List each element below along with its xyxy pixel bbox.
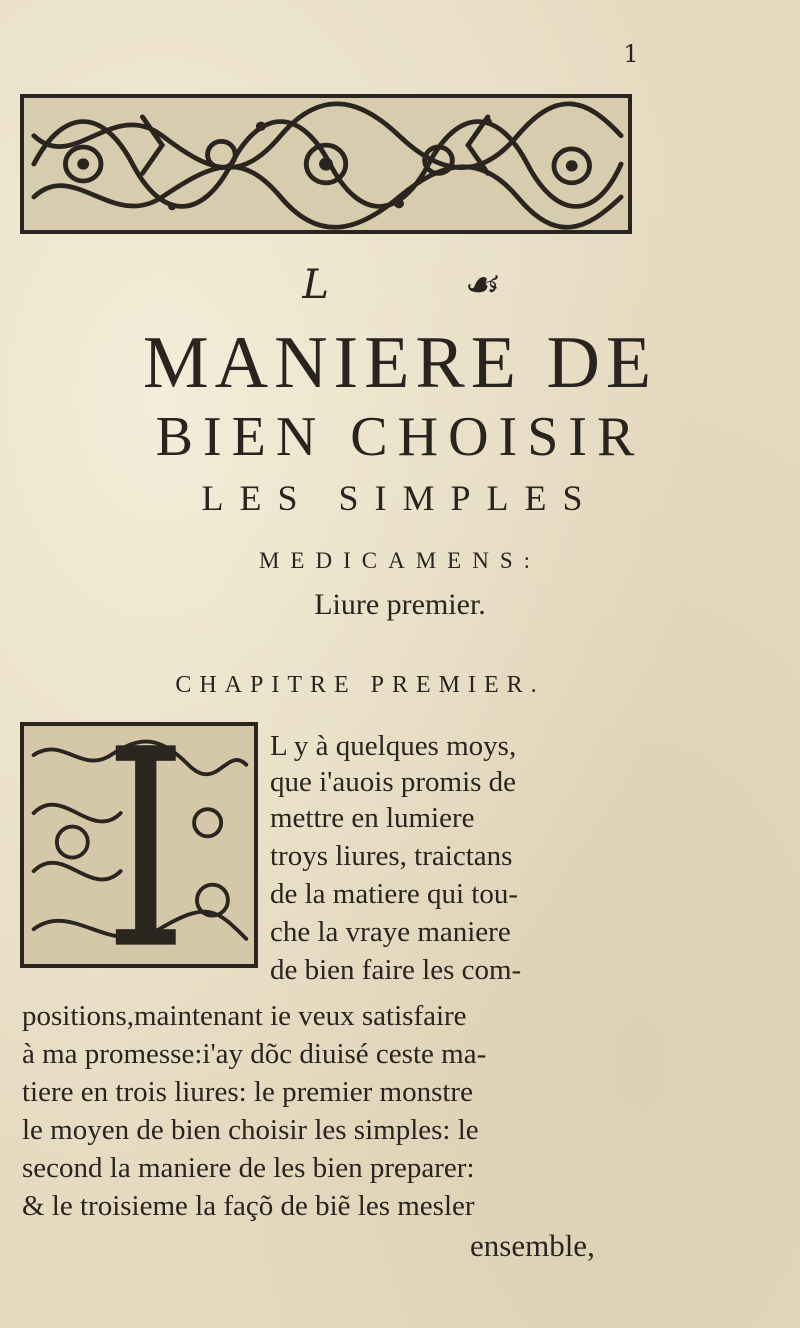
body-line: & le troisieme la façõ de biẽ les mesler: [22, 1190, 475, 1222]
initial-ornament-icon: [24, 726, 254, 964]
body-line: L y à quelques moys,: [270, 730, 517, 762]
body-line: à ma promesse:i'ay dõc diuisé ceste ma-: [22, 1038, 487, 1070]
title-line-2: BIEN CHOISIR: [155, 406, 645, 468]
body-line: second la maniere de les bien preparer:: [22, 1152, 475, 1184]
book-subtitle: Liure premier.: [314, 588, 486, 621]
catchword: ensemble,: [470, 1228, 595, 1263]
title-line-3: LES SIMPLES: [201, 478, 599, 518]
page-number: 1: [623, 40, 639, 68]
ornamental-letters: L ☙: [302, 262, 558, 308]
body-line: tiere en trois liures: le premier monstre: [22, 1076, 473, 1108]
body-line: que i'auois promis de: [270, 766, 517, 798]
headpiece-ornament-icon: [24, 98, 628, 230]
body-line: de bien faire les com-: [270, 954, 522, 986]
decorated-initial: [20, 722, 258, 968]
title-line-1: MANIERE DE: [142, 322, 658, 404]
title-line-4: MEDICAMENS:: [258, 548, 541, 573]
decorative-headpiece: [20, 94, 632, 234]
body-line: le moyen de bien choisir les simples: le: [22, 1114, 479, 1146]
body-line: mettre en lumiere: [270, 802, 475, 834]
body-line: positions,maintenant ie veux satisfaire: [22, 1000, 467, 1032]
body-line: de la matiere qui tou-: [270, 878, 519, 910]
chapter-heading: CHAPITRE PREMIER.: [175, 672, 545, 698]
body-line: troys liures, traictans: [270, 840, 513, 872]
body-line: che la vraye maniere: [270, 916, 511, 948]
